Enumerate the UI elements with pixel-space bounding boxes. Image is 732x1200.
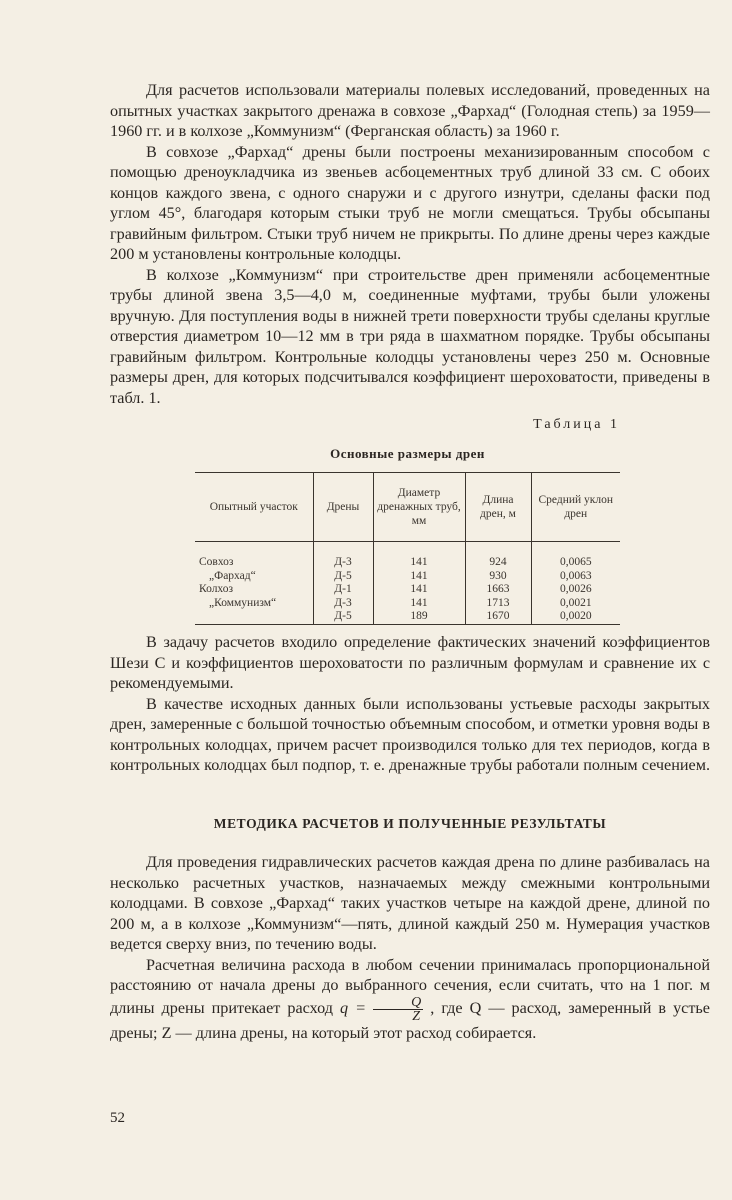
table-cell: 0,0063 xyxy=(559,569,592,582)
task-text-block xyxy=(110,632,710,776)
paragraph-task: В задачу расчетов входило определение фактических значений коэффициентов Шези C и коэффициентов шероховатости по различным формулам и сравнение их с рекомендуемыми. xyxy=(110,633,710,692)
site-line: „Коммунизм“ xyxy=(209,596,277,609)
table-cell: Д-3 xyxy=(334,596,352,609)
table-cell: 0,0026 xyxy=(559,583,592,595)
formula-fraction xyxy=(373,996,423,1023)
table-cell: 141 xyxy=(410,596,428,609)
site-line: Колхоз xyxy=(199,583,234,595)
formula-text-after: , где Q — расход, замеренный в устье дрены; Z — длина дрены, на который этот расход собирается. xyxy=(110,998,710,1042)
page-number: 52 xyxy=(110,1110,125,1126)
header-diameter: Диаметр дренажных труб, мм xyxy=(373,473,465,542)
paragraph-sections: Для проведения гидравлических расчетов каждая дрена по длине разбивалась на несколько расчетных участков, назначаемых между смежными контрольными колодцами. В совхозе „Фархад“ таких участков четыре на каждой дрене, длиной по 200 м, а в колхозе „Коммунизм“—пять, длиной каждый 250 м. Нумерация участков ведется сверху вниз, по течению воды. xyxy=(110,853,710,953)
table-cell: Д-5 xyxy=(334,610,352,622)
paragraph-input-data: В качестве исходных данных были использованы устьевые расходы закрытых дрен, замеренные с большой точностью объемным способом, и отметки уровня воды в контрольных колодцах, причем расчет производился только для тех периодов, когда в контрольных колодцах был подпор, т. е. дренажные трубы работали полным сечением. xyxy=(110,694,711,774)
table-cell: 141 xyxy=(410,556,428,568)
table-cell: Д-1 xyxy=(334,583,352,595)
formula-lhs: q = xyxy=(340,998,367,1017)
header-slope: Средний уклон дрен xyxy=(531,473,620,542)
header-length: Длина дрен, м xyxy=(465,473,531,542)
paragraph-flow-formula xyxy=(110,955,710,1044)
table-cell: Д-5 xyxy=(334,569,352,582)
drain-dimensions-table xyxy=(195,472,620,625)
table-cell: 189 xyxy=(410,610,428,622)
table-cell: 141 xyxy=(410,583,428,595)
formula-numerator: Q xyxy=(373,996,423,1010)
diameter-column xyxy=(373,542,465,625)
table-title: Основные размеры дрен xyxy=(330,446,485,461)
table-cell: 1670 xyxy=(486,610,510,622)
header-drains: Дрены xyxy=(313,473,373,542)
paragraph-farkhad-drains: В совхозе „Фархад“ дрены были построены механизированным способом с помощью дреноукладчика из звеньев асбоцементных труб длиной 33 см. С обоих концов каждого звена, с одного снаружи и с другого изнутри, сделаны фаски под углом 45°, благодаря которым стыки труб не могли смещаться. Трубы обсыпаны гравийным фильтром. Стыки труб ничем не прикрыты. По длине дрены через каждые 200 м установлены контрольные колодцы. xyxy=(110,142,710,263)
intro-text-block xyxy=(110,80,710,408)
table-cell: 141 xyxy=(410,569,428,582)
table-body-row xyxy=(195,542,620,625)
slope-column xyxy=(531,542,620,625)
table-cell: Д-3 xyxy=(334,556,352,568)
paragraph-kommunizm-drains: В колхозе „Коммунизм“ при строительстве дрен применяли асбоцементные трубы длиной звена 3,5—4,0 м, соединенные муфтами, трубы были уложены вручную. Для поступления воды в нижней трети поверхности трубы сделаны круглые отверстия диаметром 10—12 мм в три ряда в шахматном порядке. Трубы обсыпаны гравийным фильтром. Контрольные колодцы установлены через 250 м. Основные размеры дрен, для которых подсчитывался коэффициент шероховатости, приведены в табл. 1. xyxy=(110,265,710,407)
table-cell: 1713 xyxy=(486,596,510,609)
table-cell: 1663 xyxy=(486,583,510,595)
table-cell: 930 xyxy=(489,569,507,582)
site-column xyxy=(195,542,313,625)
drains-column xyxy=(313,542,373,625)
table-label: Таблица 1 xyxy=(533,417,620,432)
table-cell: 924 xyxy=(489,556,507,568)
paragraph-materials: Для расчетов использовали материалы полевых исследований, проведенных на опытных участках закрытого дренажа в совхозе „Фархад“ (Голодная степь) за 1959—1960 гг. и в колхозе „Коммунизм“ (Ферганская область) за 1960 г. xyxy=(110,81,710,140)
length-column xyxy=(465,542,531,625)
site-line: „Фархад“ xyxy=(209,569,256,582)
table-header-row xyxy=(195,473,620,542)
site-line: Совхоз xyxy=(199,556,234,568)
formula-denominator: Z xyxy=(412,1008,421,1024)
table-cell: 0,0065 xyxy=(559,556,592,568)
table-cell: 0,0020 xyxy=(559,610,592,622)
section-heading: МЕТОДИКА РАСЧЕТОВ И ПОЛУЧЕННЫЕ РЕЗУЛЬТАТЫ xyxy=(213,816,607,831)
method-text-block xyxy=(110,852,710,1043)
table-cell: 0,0021 xyxy=(559,596,592,609)
header-site: Опытный участок xyxy=(195,473,313,542)
formula-text-before: Расчетная величина расхода в любом сечении принималась пропорциональной расстоянию от начала дрены до выбранного сечения, если считать, что на 1 пог. м длины дрены притекает расход xyxy=(110,955,710,1017)
